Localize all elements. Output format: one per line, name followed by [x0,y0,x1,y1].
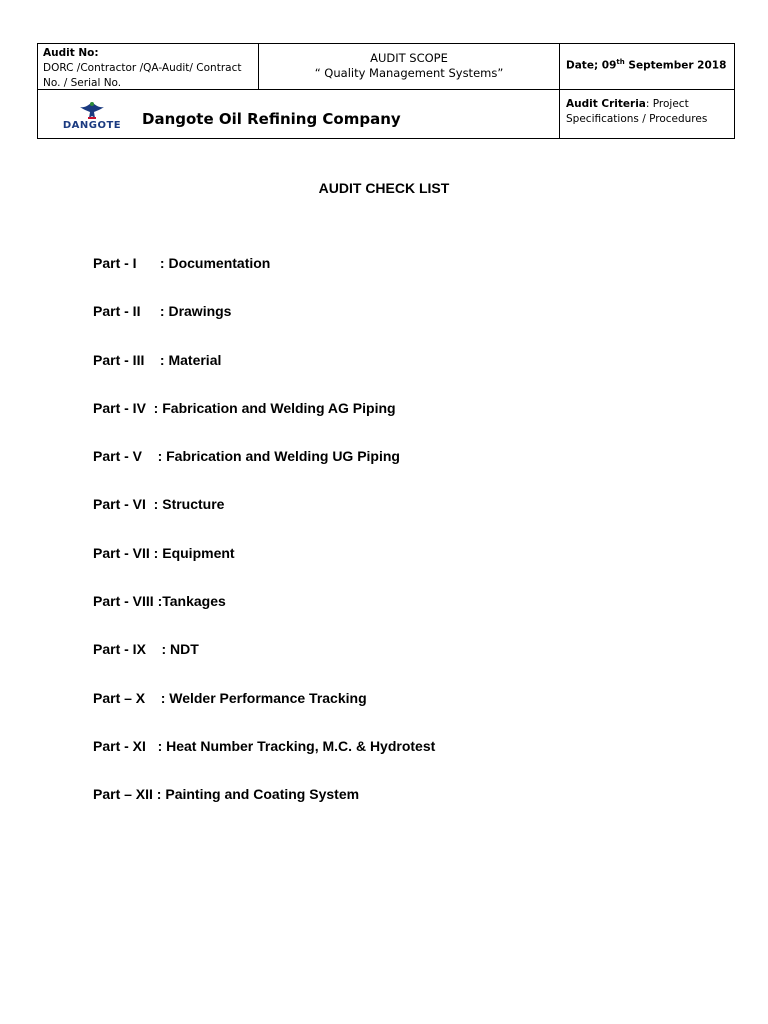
criteria-text: : Project [645,98,689,110]
document-header [37,43,735,139]
audit-no-line2: No. / Serial No. [43,77,122,89]
criteria-label: Audit Criteria [566,98,646,110]
list-item: Part - IV : Fabrication and Welding AG Piping [93,399,396,416]
list-item: Part - V : Fabrication and Welding UG Piping [93,448,400,465]
criteria-text2: Specifications / Procedures [566,113,708,125]
eagle-emblem-icon [62,98,122,120]
scope-subtitle: “ Quality Management Systems” [314,66,504,80]
dangote-logo [62,98,122,132]
list-item: Part - VI : Structure [93,496,225,513]
list-item: Part - IX : NDT [93,641,199,658]
list-item: Part – X : Welder Performance Tracking [93,689,367,706]
date-cell [560,44,734,90]
list-item: Part - II : Drawings [93,303,232,320]
list-item: Part – XII : Painting and Coating System [93,786,360,803]
audit-no-line1: DORC /Contractor /QA-Audit/ Contract [43,62,242,74]
scope-title: AUDIT SCOPE [370,51,448,65]
company-cell [38,90,560,138]
list-item: Part - I : Documentation [93,255,271,271]
page-title: AUDIT CHECK LIST [318,180,450,196]
audit-no-label: Audit No: [43,47,99,59]
date-sup: th [616,58,625,66]
company-name: Dangote Oil Refining Company [142,110,401,128]
audit-scope-cell [259,44,560,90]
list-item: Part - III : Material [93,351,222,368]
logo-text: DANGOTE [62,120,122,131]
date-suffix: September 2018 [624,59,727,72]
list-item: Part - VIII :Tankages [93,593,226,610]
date-prefix: Date; 09 [566,59,617,72]
audit-criteria-cell [560,90,734,138]
list-item: Part - VII : Equipment [93,544,235,561]
list-item: Part - XI : Heat Number Tracking, M.C. & Hydrotest [93,737,436,754]
parts-list [93,255,435,835]
audit-number-cell [38,44,259,90]
